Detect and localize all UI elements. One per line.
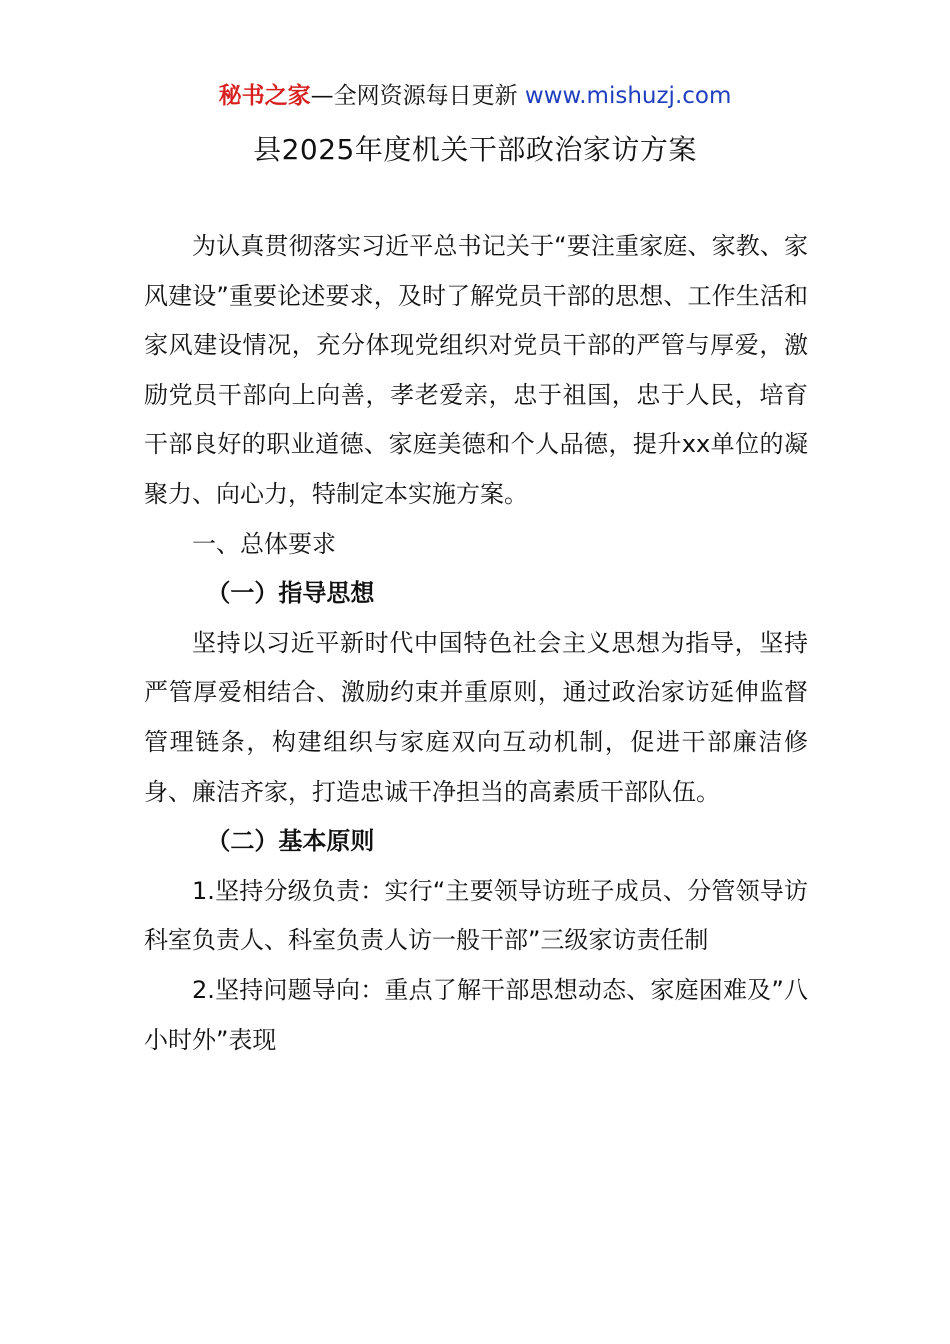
subsection-heading-guiding-thought: （一）指导思想 (206, 579, 375, 608)
section-heading: 一、总体要求 (192, 529, 336, 558)
principle-item-2: 2.坚持问题导向：重点了解干部思想动态、家庭困难及”八小时外”表现 (144, 975, 808, 1054)
document-body (144, 222, 808, 1065)
site-url-link[interactable]: www.mishuzj.com (524, 83, 732, 109)
principle-item-1: 1.坚持分级负责：实行“主要领导访班子成员、分管领导访科室负责人、科室负责人访一般干部”三级家访责任制 (144, 876, 808, 955)
intro-paragraph: 为认真贯彻落实习近平总书记关于“要注重家庭、家教、家风建设”重要论述要求，及时了解党员干部的思想、工作生活和家风建设情况，充分体现党组织对党员干部的严管与厚爱，激励党员干部向上向善，孝老爱亲，忠于祖国，忠于人民，培育干部良好的职业道德、家庭美德和个人品德，提升xx单位的凝聚力、向心力，特制定本实施方案。 (144, 232, 808, 508)
site-tagline: —全网资源每日更新 (310, 83, 525, 109)
site-brand: 秘书之家 (218, 83, 311, 109)
site-header (0, 80, 950, 112)
subsection-heading-basic-principles: （二）基本原则 (206, 827, 375, 856)
guiding-thought-paragraph: 坚持以习近平新时代中国特色社会主义思想为指导，坚持严管厚爱相结合、激励约束并重原则，通过政治家访延伸监督管理链条，构建组织与家庭双向互动机制，促进干部廉洁修身、廉洁齐家，打造忠诚干净担当的高素质干部队伍。 (144, 628, 808, 806)
document-title: 县2025年度机关干部政治家访方案 (253, 133, 697, 166)
